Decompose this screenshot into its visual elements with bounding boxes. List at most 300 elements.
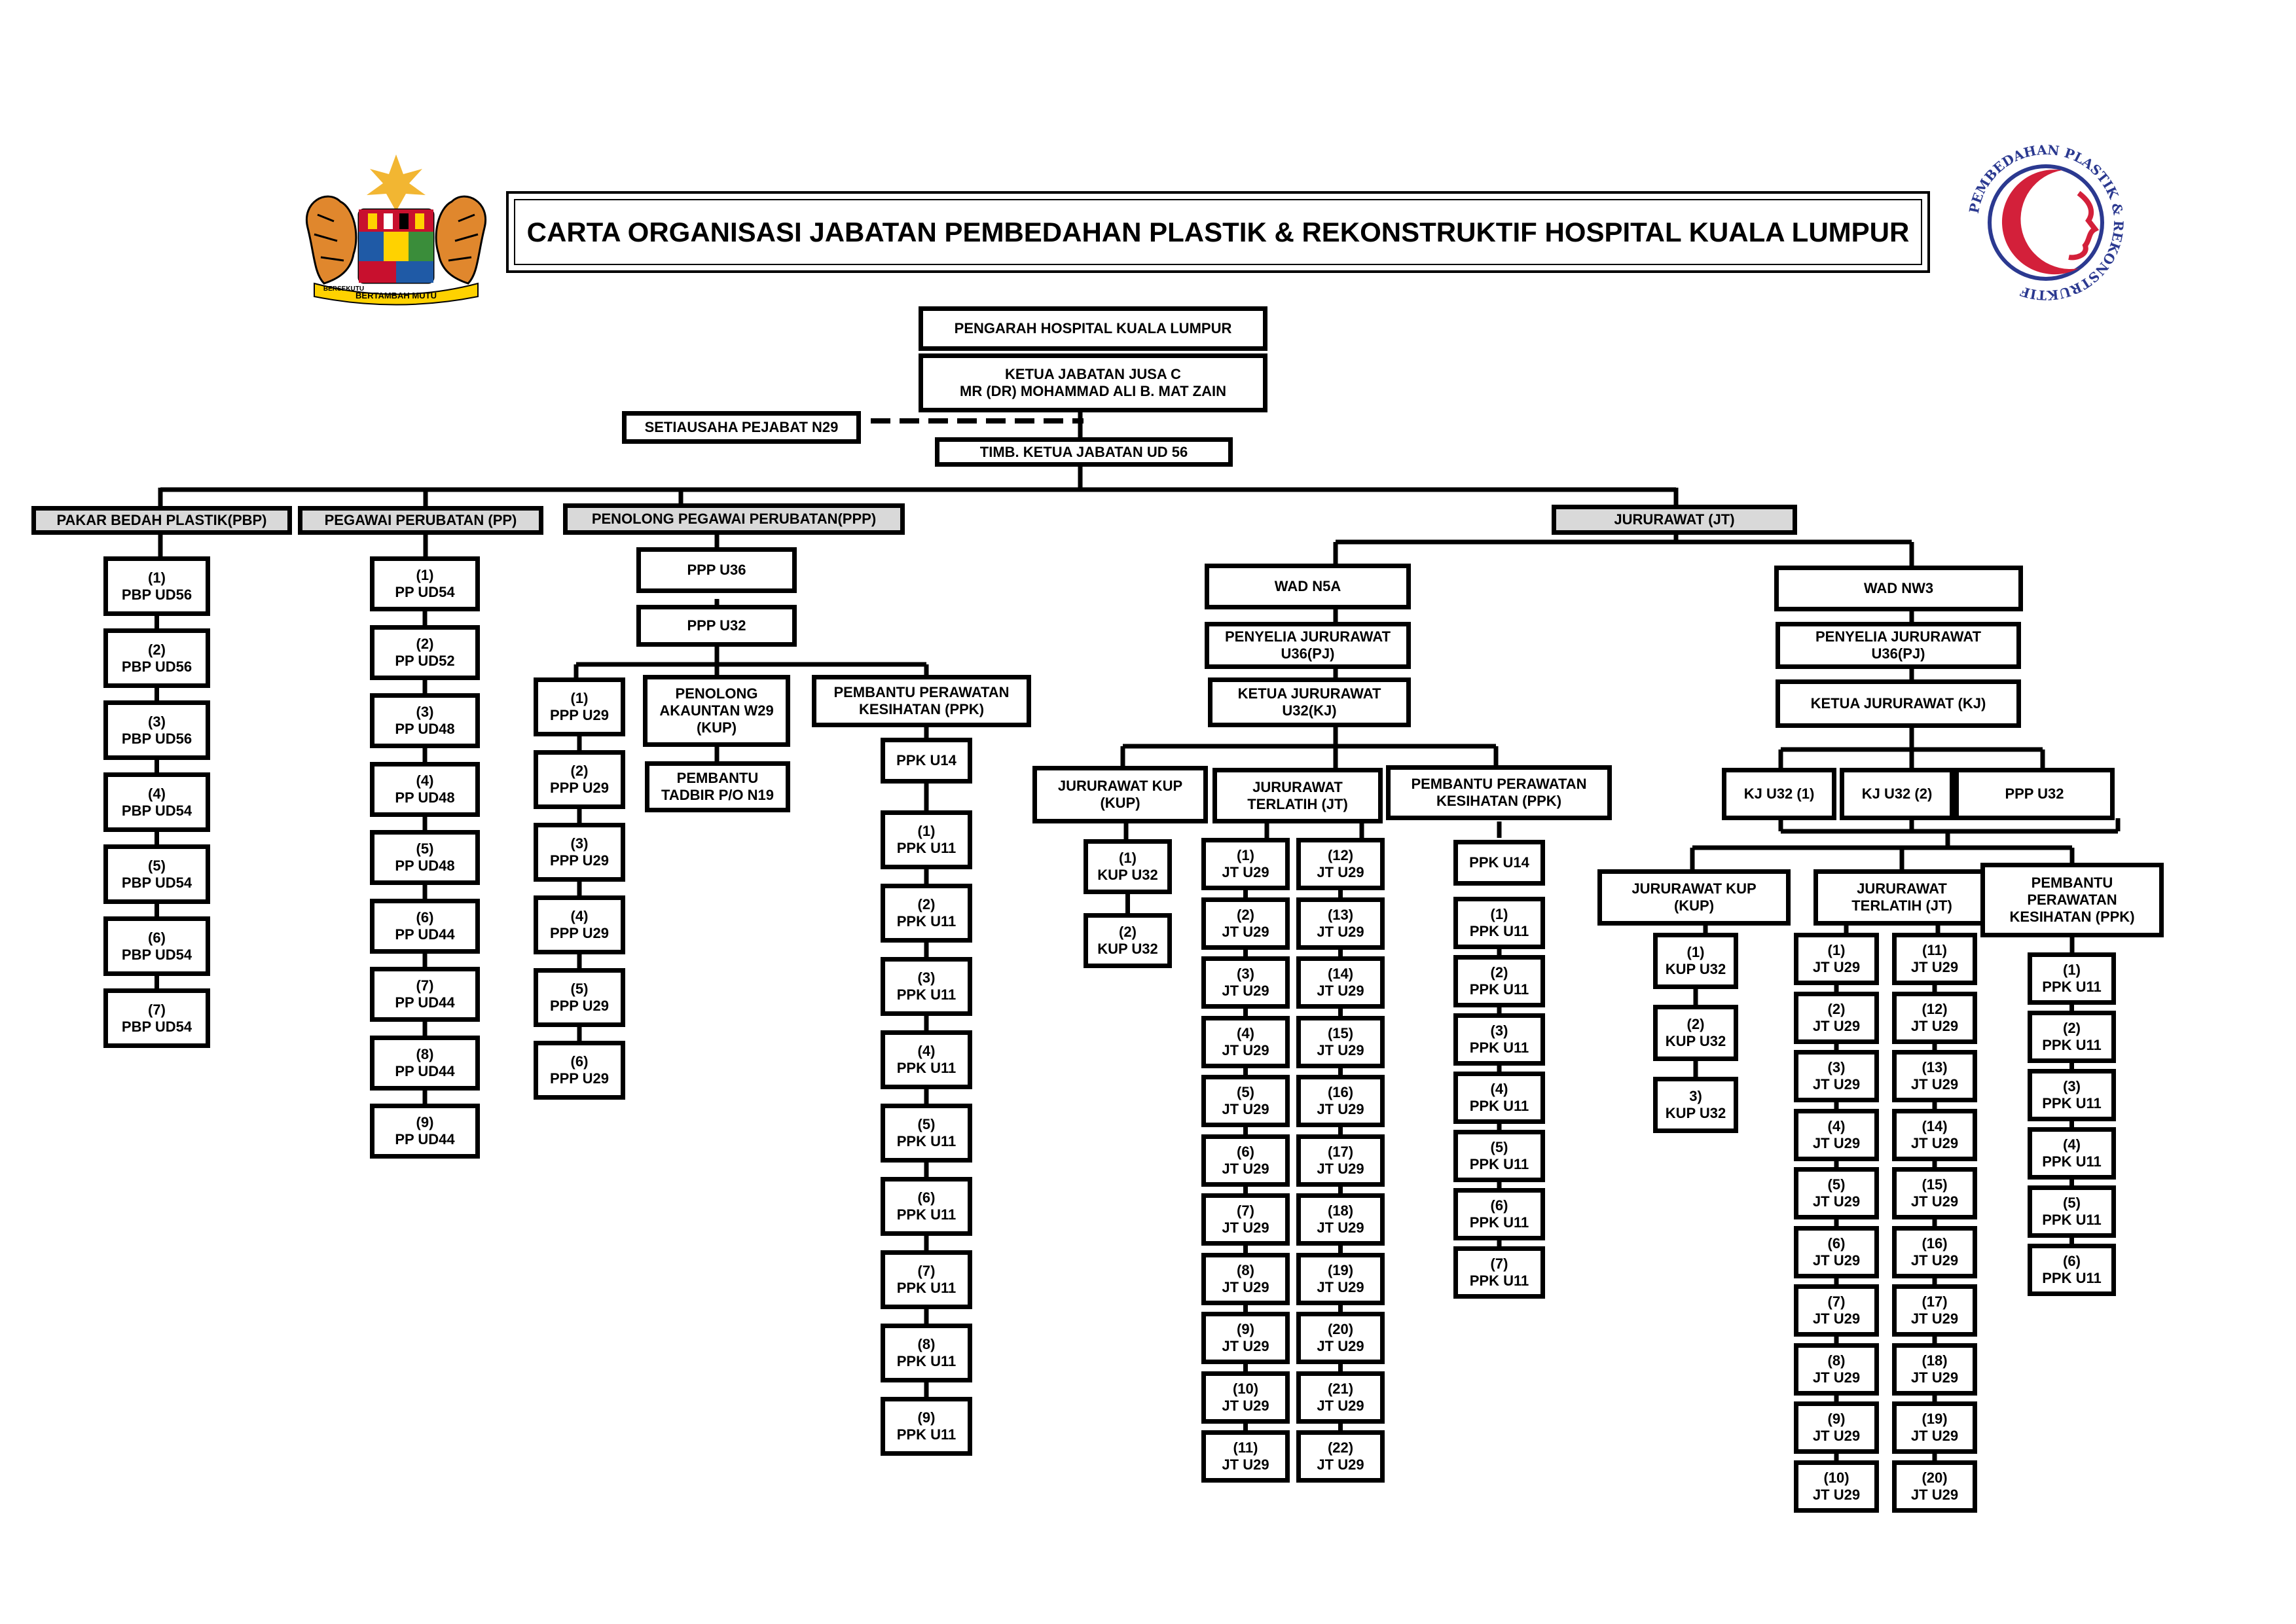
n5a-jt-post-grade: JT U29 bbox=[1222, 1456, 1269, 1473]
pp-post bbox=[370, 1104, 480, 1159]
nw3-jt-post-number: (1) bbox=[1827, 942, 1846, 958]
pp-post-grade: PP UD48 bbox=[395, 857, 455, 874]
nw3-supervisor-box bbox=[1776, 622, 2021, 669]
ppp-u29-post-grade: PPP U29 bbox=[549, 707, 610, 723]
n5a-jt-post-grade: JT U29 bbox=[1317, 1398, 1364, 1414]
pp-post-grade: PP UD48 bbox=[395, 789, 455, 806]
ppp-u29-post bbox=[534, 968, 625, 1027]
n5a-ppk-post bbox=[1453, 1130, 1545, 1182]
ppp-u29-post-number: (4) bbox=[570, 908, 589, 924]
nw3-supervisor-label-2: U36(PJ) bbox=[1871, 645, 1925, 662]
nw3-jt-post-number: (7) bbox=[1827, 1293, 1846, 1310]
nw3-ppk-post-number: (1) bbox=[2063, 962, 2081, 978]
ppp-u32-label: PPP U32 bbox=[687, 617, 746, 634]
pbp-post bbox=[103, 916, 210, 976]
pp-post bbox=[370, 899, 480, 954]
director-label: PENGARAH HOSPITAL KUALA LUMPUR bbox=[954, 320, 1232, 336]
nw3-jt-post-number: (4) bbox=[1827, 1118, 1846, 1134]
pp-post bbox=[370, 830, 480, 885]
ppp-u29-post-number: (1) bbox=[570, 690, 589, 706]
pp-post-number: (8) bbox=[416, 1046, 434, 1062]
n5a-ppk-post-grade: PPK U11 bbox=[1469, 1214, 1529, 1231]
svg-text:BERTAMBAH MUTU: BERTAMBAH MUTU bbox=[355, 291, 437, 300]
nw3-jt-post-number: (6) bbox=[1827, 1235, 1846, 1252]
nw3-jt-post-number: (17) bbox=[1922, 1293, 1948, 1310]
ppp-u29-post-grade: PPP U29 bbox=[549, 998, 610, 1014]
n5a-jt-post bbox=[1296, 1312, 1385, 1364]
pbp-post bbox=[103, 772, 210, 832]
nw3-jt-post-grade: JT U29 bbox=[1910, 1428, 1959, 1444]
n5a-jt-post-number: (22) bbox=[1327, 1439, 1354, 1456]
n5a-jt-post-number: (14) bbox=[1327, 965, 1354, 982]
n5a-kup-post-grade: KUP U32 bbox=[1097, 941, 1158, 957]
ppp-u36-label: PPP U36 bbox=[687, 562, 746, 578]
n5a-jt-post bbox=[1201, 1371, 1290, 1424]
nw3-ppk-post-grade: PPK U11 bbox=[2042, 1153, 2102, 1170]
nw3-jt-post-number: (10) bbox=[1823, 1470, 1850, 1486]
office-secretary-box bbox=[622, 411, 861, 444]
n5a-jt-post-number: (15) bbox=[1327, 1025, 1354, 1041]
nw3-jt-post bbox=[1794, 992, 1879, 1044]
pp-post bbox=[370, 625, 480, 680]
n5a-ppk-post-grade: PPK U11 bbox=[1469, 981, 1529, 998]
nw3-jt-post-number: (2) bbox=[1827, 1001, 1846, 1017]
n5a-jt-post bbox=[1201, 838, 1290, 890]
ppp-u29-post-number: (2) bbox=[570, 763, 589, 779]
ppp-ppk-post-number: (5) bbox=[917, 1116, 936, 1132]
n5a-jt-post bbox=[1296, 1075, 1385, 1127]
nw3-jt-post-grade: JT U29 bbox=[1910, 1193, 1959, 1210]
ppp-ppk-post-number: (4) bbox=[917, 1043, 936, 1059]
nw3-jt-post-number: (20) bbox=[1922, 1470, 1948, 1486]
ppp-ppk-post bbox=[881, 1104, 972, 1163]
nw3-jt-post-number: (18) bbox=[1922, 1352, 1948, 1369]
n5a-jt-post-grade: JT U29 bbox=[1317, 1161, 1364, 1177]
n5a-ppk-post-grade: PPK U11 bbox=[1469, 1272, 1529, 1289]
nw3-jt-post-grade: JT U29 bbox=[1910, 1310, 1959, 1327]
ppp-ppk-post-number: (6) bbox=[917, 1189, 936, 1206]
n5a-jt-post-grade: JT U29 bbox=[1222, 924, 1269, 940]
nw3-kup-post-grade: KUP U32 bbox=[1665, 1033, 1726, 1049]
ppp-ppk-post-number: (1) bbox=[917, 823, 936, 839]
pbp-post-number: (7) bbox=[148, 1001, 166, 1018]
deputy-head-box bbox=[935, 437, 1233, 467]
n5a-ppk-post-number: (2) bbox=[1490, 964, 1508, 981]
category-ppp-label: PENOLONG PEGAWAI PERUBATAN(PPP) bbox=[591, 511, 877, 527]
nw3-jt-post-grade: JT U29 bbox=[1910, 1252, 1959, 1269]
nw3-jt-post bbox=[1794, 1401, 1879, 1454]
nw3-jt-post-grade: JT U29 bbox=[1812, 1193, 1861, 1210]
n5a-ppk-post-number: (6) bbox=[1490, 1197, 1508, 1214]
ppp-ppk-post bbox=[881, 810, 972, 869]
n5a-ppk-post bbox=[1453, 1188, 1545, 1240]
chart-title: CARTA ORGANISASI JABATAN PEMBEDAHAN PLASTIK & REKONSTRUKTIF HOSPITAL KUALA LUMPUR bbox=[526, 216, 1910, 247]
n5a-kup-post-grade: KUP U32 bbox=[1097, 867, 1158, 883]
n5a-jt-post-number: (2) bbox=[1237, 907, 1254, 923]
ppp-ppk-post bbox=[881, 1177, 972, 1236]
pp-post-number: (2) bbox=[416, 636, 434, 652]
nw3-jt-post bbox=[1892, 1226, 1977, 1278]
pp-post bbox=[370, 967, 480, 1022]
nw3-jt-post-number: (16) bbox=[1922, 1235, 1948, 1252]
nw3-jt-post bbox=[1892, 1460, 1977, 1513]
ppp-u29-post-grade: PPP U29 bbox=[549, 1070, 610, 1087]
ppp-ppk-post-grade: PPK U11 bbox=[896, 1280, 957, 1296]
pp-post-grade: PP UD44 bbox=[395, 1131, 455, 1147]
n5a-ppk-post-number: (5) bbox=[1490, 1139, 1508, 1155]
nw3-jt-post bbox=[1892, 933, 1977, 985]
category-pbp-box bbox=[31, 506, 292, 535]
n5a-jt-post-number: (8) bbox=[1237, 1262, 1254, 1278]
ppp-ppk-head-label-1: PEMBANTU PERAWATAN bbox=[833, 684, 1010, 700]
category-pp-label: PEGAWAI PERUBATAN (PP) bbox=[324, 512, 517, 528]
deputy-head-label: TIMB. KETUA JABATAN UD 56 bbox=[979, 443, 1188, 460]
nw3-jt-post-number: (14) bbox=[1922, 1118, 1948, 1134]
n5a-jt-head-box bbox=[1212, 768, 1383, 823]
ppp-u32-box bbox=[636, 605, 797, 647]
nw3-jt-post bbox=[1794, 1050, 1879, 1102]
n5a-jt-post-number: (3) bbox=[1237, 965, 1254, 982]
nw3-jt-post bbox=[1794, 933, 1879, 985]
n5a-ppk-head-label-1: PEMBANTU PERAWATAN bbox=[1411, 776, 1587, 792]
n5a-jt-post-grade: JT U29 bbox=[1317, 1338, 1364, 1354]
pp-post-number: (6) bbox=[416, 909, 434, 926]
n5a-jt-post-grade: JT U29 bbox=[1222, 1398, 1269, 1414]
pbp-post bbox=[103, 628, 210, 688]
n5a-jt-post-number: (21) bbox=[1327, 1380, 1354, 1397]
ppp-u29-post bbox=[534, 750, 625, 809]
pbp-post-number: (2) bbox=[148, 641, 166, 658]
pp-post-grade: PP UD52 bbox=[395, 653, 455, 669]
n5a-jt-post bbox=[1296, 1430, 1385, 1483]
nw3-jt-post-grade: JT U29 bbox=[1910, 1076, 1959, 1092]
n5a-ppk-u14-label: PPK U14 bbox=[1469, 854, 1529, 871]
n5a-jt-post-grade: JT U29 bbox=[1317, 1456, 1364, 1473]
n5a-jt-post-grade: JT U29 bbox=[1222, 1338, 1269, 1354]
n5a-jt-post-grade: JT U29 bbox=[1222, 1279, 1269, 1295]
nw3-jt-post-number: (15) bbox=[1922, 1176, 1948, 1193]
nw3-ppk-head-label-3: KESIHATAN (PPK) bbox=[2009, 909, 2135, 925]
nw3-jt-post-grade: JT U29 bbox=[1910, 959, 1959, 975]
n5a-ppk-post bbox=[1453, 1072, 1545, 1124]
nw3-kj2-label: KJ U32 (2) bbox=[1861, 785, 1933, 802]
nw3-ppk-post bbox=[2028, 1011, 2116, 1063]
n5a-jt-post-number: (6) bbox=[1237, 1144, 1254, 1160]
n5a-jt-post bbox=[1296, 1134, 1385, 1187]
n5a-jt-head-label-1: JURURAWAT bbox=[1252, 778, 1343, 795]
n5a-supervisor-label-1: PENYELIA JURURAWAT bbox=[1224, 628, 1391, 645]
category-ppp-box bbox=[563, 503, 905, 535]
nw3-kj1-box bbox=[1722, 768, 1836, 820]
ppp-ppk-post bbox=[881, 1030, 972, 1089]
nw3-jt-post bbox=[1892, 1050, 1977, 1102]
nw3-ppk-post bbox=[2028, 952, 2116, 1005]
nw3-ppk-post bbox=[2028, 1127, 2116, 1180]
nw3-jt-post-grade: JT U29 bbox=[1812, 1252, 1861, 1269]
ppp-ppk-post bbox=[881, 1324, 972, 1382]
nw3-ppk-head-box bbox=[1980, 863, 2164, 937]
n5a-ppk-post-number: (3) bbox=[1490, 1022, 1508, 1039]
malaysia-coat-of-arms-icon bbox=[288, 149, 504, 313]
n5a-jt-post-grade: JT U29 bbox=[1222, 1101, 1269, 1117]
ppp-ppk-post-grade: PPK U11 bbox=[896, 1060, 957, 1076]
admin-assistant-label-2: TADBIR P/O N19 bbox=[661, 787, 774, 803]
pbp-post bbox=[103, 556, 210, 616]
nw3-jt-post-number: (3) bbox=[1827, 1059, 1846, 1075]
ppp-u29-post bbox=[534, 823, 625, 882]
n5a-supervisor-box bbox=[1205, 622, 1411, 669]
pp-post bbox=[370, 556, 480, 611]
pp-post bbox=[370, 762, 480, 817]
ppp-u29-post-number: (3) bbox=[570, 835, 589, 852]
n5a-ppk-post bbox=[1453, 1013, 1545, 1066]
ppp-u36-box bbox=[636, 547, 797, 593]
ppp-ppk-head-box bbox=[812, 675, 1031, 727]
n5a-jt-post bbox=[1201, 956, 1290, 1009]
n5a-jt-post bbox=[1201, 1134, 1290, 1187]
pbp-post-grade: PBP UD54 bbox=[121, 946, 192, 963]
n5a-jt-post bbox=[1201, 897, 1290, 950]
nw3-kup-post-number: 3) bbox=[1689, 1088, 1702, 1104]
n5a-ppk-post bbox=[1453, 955, 1545, 1007]
category-pbp-label: PAKAR BEDAH PLASTIK(PBP) bbox=[56, 512, 267, 528]
ppp-ppk-post-grade: PPK U11 bbox=[896, 1206, 957, 1223]
pbp-post-grade: PBP UD56 bbox=[121, 586, 192, 603]
n5a-ppk-head-box bbox=[1386, 765, 1612, 820]
nw3-jt-post-grade: JT U29 bbox=[1812, 1310, 1861, 1327]
nw3-ppk-head-label-1: PEMBANTU bbox=[2031, 875, 2113, 891]
n5a-jt-post-number: (7) bbox=[1237, 1202, 1254, 1219]
pp-post-grade: PP UD54 bbox=[395, 584, 455, 600]
n5a-kup-post-number: (2) bbox=[1119, 924, 1137, 940]
ward-n5a-box bbox=[1205, 564, 1411, 609]
n5a-jt-post bbox=[1201, 1312, 1290, 1364]
pp-post-grade: PP UD44 bbox=[395, 1063, 455, 1079]
nw3-kup-post-grade: KUP U32 bbox=[1665, 1105, 1726, 1121]
ward-nw3-box bbox=[1774, 566, 2023, 611]
n5a-jt-post-grade: JT U29 bbox=[1222, 983, 1269, 999]
nw3-ppk-post-number: (5) bbox=[2063, 1195, 2081, 1211]
head-name-label: MR (DR) MOHAMMAD ALI B. MAT ZAIN bbox=[960, 383, 1226, 399]
assistant-accountant-label-1: PENOLONG bbox=[675, 685, 758, 702]
pp-post-number: (7) bbox=[416, 977, 434, 994]
nw3-jt-post bbox=[1892, 1167, 1977, 1219]
n5a-ppk-post bbox=[1453, 897, 1545, 949]
nw3-jt-head-label-2: TERLATIH (JT) bbox=[1851, 897, 1952, 914]
nw3-jt-post bbox=[1794, 1343, 1879, 1396]
nw3-ppk-post-grade: PPK U11 bbox=[2042, 1270, 2102, 1286]
ward-n5a-label: WAD N5A bbox=[1274, 578, 1341, 594]
n5a-jt-post bbox=[1201, 1075, 1290, 1127]
n5a-kup-head-label-2: (KUP) bbox=[1100, 795, 1140, 811]
pp-post bbox=[370, 693, 480, 748]
pp-post-number: (1) bbox=[416, 567, 434, 583]
nw3-jt-post bbox=[1794, 1167, 1879, 1219]
pp-post-grade: PP UD48 bbox=[395, 721, 455, 737]
pbp-post-grade: PBP UD54 bbox=[121, 1018, 192, 1035]
ppp-u29-post bbox=[534, 1041, 625, 1100]
n5a-kup-head-box bbox=[1032, 766, 1208, 823]
n5a-ppk-post-number: (7) bbox=[1490, 1255, 1508, 1272]
n5a-ppk-head-label-2: KESIHATAN (PPK) bbox=[1436, 793, 1562, 809]
nw3-ppk-post-number: (2) bbox=[2063, 1020, 2081, 1036]
n5a-head-nurse-label-2: U32(KJ) bbox=[1282, 702, 1337, 719]
n5a-jt-post bbox=[1201, 1430, 1290, 1483]
pp-post-number: (4) bbox=[416, 772, 434, 789]
nw3-jt-post-number: (19) bbox=[1922, 1411, 1948, 1427]
nw3-jt-post-number: (9) bbox=[1827, 1411, 1846, 1427]
pp-post-number: (5) bbox=[416, 840, 434, 857]
n5a-jt-post-grade: JT U29 bbox=[1222, 1219, 1269, 1236]
n5a-ppk-post-grade: PPK U11 bbox=[1469, 1098, 1529, 1114]
nw3-ppk-post bbox=[2028, 1185, 2116, 1238]
n5a-jt-post-grade: JT U29 bbox=[1317, 1101, 1364, 1117]
ppp-u29-post-number: (6) bbox=[570, 1053, 589, 1070]
nw3-ppk-head-label-2: PERAWATAN bbox=[2027, 892, 2117, 908]
nw3-jt-head-box bbox=[1813, 869, 1990, 926]
n5a-jt-post bbox=[1296, 956, 1385, 1009]
nw3-ppp-box bbox=[1954, 768, 2115, 820]
pbp-post bbox=[103, 844, 210, 904]
n5a-jt-post bbox=[1201, 1193, 1290, 1246]
n5a-head-nurse-label-1: KETUA JURURAWAT bbox=[1237, 685, 1381, 702]
n5a-jt-post-grade: JT U29 bbox=[1317, 1279, 1364, 1295]
nw3-kj1-label: KJ U32 (1) bbox=[1743, 785, 1815, 802]
nw3-ppk-post bbox=[2028, 1069, 2116, 1121]
ppp-ppk-post-grade: PPK U11 bbox=[896, 1353, 957, 1369]
nw3-jt-post bbox=[1892, 992, 1977, 1044]
nw3-ppp-label: PPP U32 bbox=[2005, 785, 2064, 802]
category-jt-label: JURURAWAT (JT) bbox=[1614, 511, 1735, 528]
pbp-post bbox=[103, 988, 210, 1048]
n5a-jt-post bbox=[1296, 838, 1385, 890]
nw3-head-nurse-label: KETUA JURURAWAT (KJ) bbox=[1810, 695, 1986, 712]
ppp-ppk-post bbox=[881, 957, 972, 1016]
ppp-ppk-head-label-2: KESIHATAN (PPK) bbox=[858, 701, 985, 717]
ppp-ppk-post-grade: PPK U11 bbox=[896, 986, 957, 1003]
nw3-kup-head-box bbox=[1597, 869, 1791, 926]
n5a-jt-post-number: (11) bbox=[1233, 1439, 1258, 1456]
ppp-ppk-post-number: (9) bbox=[917, 1409, 936, 1426]
ppp-ppk-post-number: (3) bbox=[917, 969, 936, 986]
nw3-jt-post-grade: JT U29 bbox=[1910, 1018, 1959, 1034]
nw3-jt-post bbox=[1794, 1460, 1879, 1513]
n5a-supervisor-label-2: U36(PJ) bbox=[1281, 645, 1335, 662]
n5a-jt-post-number: (18) bbox=[1327, 1202, 1354, 1219]
category-pp-box bbox=[298, 506, 543, 535]
ppp-ppk-u14-box bbox=[881, 738, 972, 784]
n5a-jt-post-grade: JT U29 bbox=[1317, 864, 1364, 880]
pbp-post-grade: PBP UD56 bbox=[121, 730, 192, 747]
nw3-jt-post-number: (8) bbox=[1827, 1352, 1846, 1369]
chart-title-box bbox=[506, 191, 1930, 273]
n5a-jt-post-grade: JT U29 bbox=[1317, 983, 1364, 999]
nw3-ppk-post-number: (4) bbox=[2063, 1136, 2081, 1153]
nw3-jt-post-grade: JT U29 bbox=[1910, 1487, 1959, 1503]
pp-post-number: (3) bbox=[416, 704, 434, 720]
n5a-jt-post bbox=[1296, 1193, 1385, 1246]
pp-post-grade: PP UD44 bbox=[395, 926, 455, 943]
nw3-jt-head-label-1: JURURAWAT bbox=[1857, 880, 1947, 897]
nw3-jt-post-grade: JT U29 bbox=[1812, 1487, 1861, 1503]
ppp-ppk-post-number: (7) bbox=[917, 1263, 936, 1279]
n5a-jt-post bbox=[1201, 1253, 1290, 1305]
n5a-head-nurse-box bbox=[1208, 677, 1411, 727]
ppp-ppk-post bbox=[881, 1397, 972, 1456]
n5a-ppk-post-number: (4) bbox=[1490, 1081, 1508, 1097]
nw3-jt-post bbox=[1892, 1284, 1977, 1337]
pbp-post-number: (3) bbox=[148, 713, 166, 730]
n5a-jt-post-number: (5) bbox=[1237, 1084, 1254, 1100]
nw3-kup-post bbox=[1653, 933, 1738, 989]
pbp-post-number: (4) bbox=[148, 785, 166, 802]
n5a-jt-post-number: (4) bbox=[1237, 1025, 1254, 1041]
nw3-jt-post-grade: JT U29 bbox=[1812, 1369, 1861, 1386]
nw3-kup-post bbox=[1653, 1005, 1738, 1061]
n5a-ppk-post-number: (1) bbox=[1490, 906, 1508, 922]
nw3-kup-post-number: (2) bbox=[1686, 1016, 1705, 1032]
n5a-jt-post-grade: JT U29 bbox=[1317, 1042, 1364, 1058]
nw3-jt-post-number: (5) bbox=[1827, 1176, 1846, 1193]
n5a-kup-post bbox=[1084, 913, 1172, 968]
n5a-ppk-post-grade: PPK U11 bbox=[1469, 1039, 1529, 1056]
ppp-ppk-post bbox=[881, 884, 972, 943]
n5a-jt-post-grade: JT U29 bbox=[1317, 924, 1364, 940]
nw3-kup-head-label-2: (KUP) bbox=[1673, 897, 1715, 914]
n5a-ppk-post-grade: PPK U11 bbox=[1469, 923, 1529, 939]
n5a-jt-post bbox=[1296, 1016, 1385, 1068]
n5a-kup-post-number: (1) bbox=[1119, 850, 1137, 866]
pp-post bbox=[370, 1036, 480, 1091]
ppp-u29-post bbox=[534, 677, 625, 736]
n5a-jt-post bbox=[1201, 1016, 1290, 1068]
n5a-jt-post-number: (1) bbox=[1237, 847, 1254, 863]
nw3-jt-post bbox=[1892, 1109, 1977, 1161]
office-secretary-label: SETIAUSAHA PEJABAT N29 bbox=[644, 419, 839, 435]
n5a-jt-head-label-2: TERLATIH (JT) bbox=[1247, 795, 1348, 812]
nw3-ppk-post-grade: PPK U11 bbox=[2042, 1037, 2102, 1053]
nw3-kup-post bbox=[1653, 1077, 1738, 1133]
nw3-jt-post-grade: JT U29 bbox=[1812, 1428, 1861, 1444]
n5a-jt-post bbox=[1296, 897, 1385, 950]
nw3-jt-post bbox=[1892, 1343, 1977, 1396]
pbp-post-number: (1) bbox=[148, 569, 166, 586]
ward-nw3-label: WAD NW3 bbox=[1863, 580, 1934, 596]
n5a-jt-post-number: (10) bbox=[1232, 1380, 1259, 1397]
n5a-jt-post-number: (17) bbox=[1327, 1144, 1354, 1160]
pbp-post-grade: PBP UD56 bbox=[121, 658, 192, 675]
nw3-ppk-post bbox=[2028, 1244, 2116, 1296]
ppp-ppk-post-grade: PPK U11 bbox=[896, 1133, 957, 1149]
ppp-ppk-post-grade: PPK U11 bbox=[896, 1426, 957, 1443]
svg-text:PEMBEDAHAN PLASTIK & REKONSTRU: PEMBEDAHAN PLASTIK & REKONSTRUKTIF bbox=[1965, 141, 2127, 304]
pbp-post-number: (6) bbox=[148, 929, 166, 946]
n5a-kup-post bbox=[1084, 839, 1172, 894]
n5a-ppk-u14-box bbox=[1453, 840, 1545, 886]
ppp-u29-post-grade: PPP U29 bbox=[549, 925, 610, 941]
nw3-jt-post-number: (12) bbox=[1922, 1001, 1948, 1017]
n5a-jt-post-number: (13) bbox=[1327, 907, 1354, 923]
nw3-jt-post bbox=[1794, 1284, 1879, 1337]
pbp-post-grade: PBP UD54 bbox=[121, 802, 192, 819]
head-of-department-box bbox=[919, 353, 1267, 412]
n5a-jt-post-number: (19) bbox=[1327, 1262, 1354, 1278]
nw3-kup-head-label-1: JURURAWAT KUP bbox=[1631, 880, 1757, 897]
admin-assistant-label-1: PEMBANTU bbox=[676, 770, 759, 786]
nw3-jt-post-grade: JT U29 bbox=[1812, 1076, 1861, 1092]
n5a-jt-post-grade: JT U29 bbox=[1222, 1042, 1269, 1058]
nw3-kup-post-grade: KUP U32 bbox=[1665, 961, 1726, 977]
